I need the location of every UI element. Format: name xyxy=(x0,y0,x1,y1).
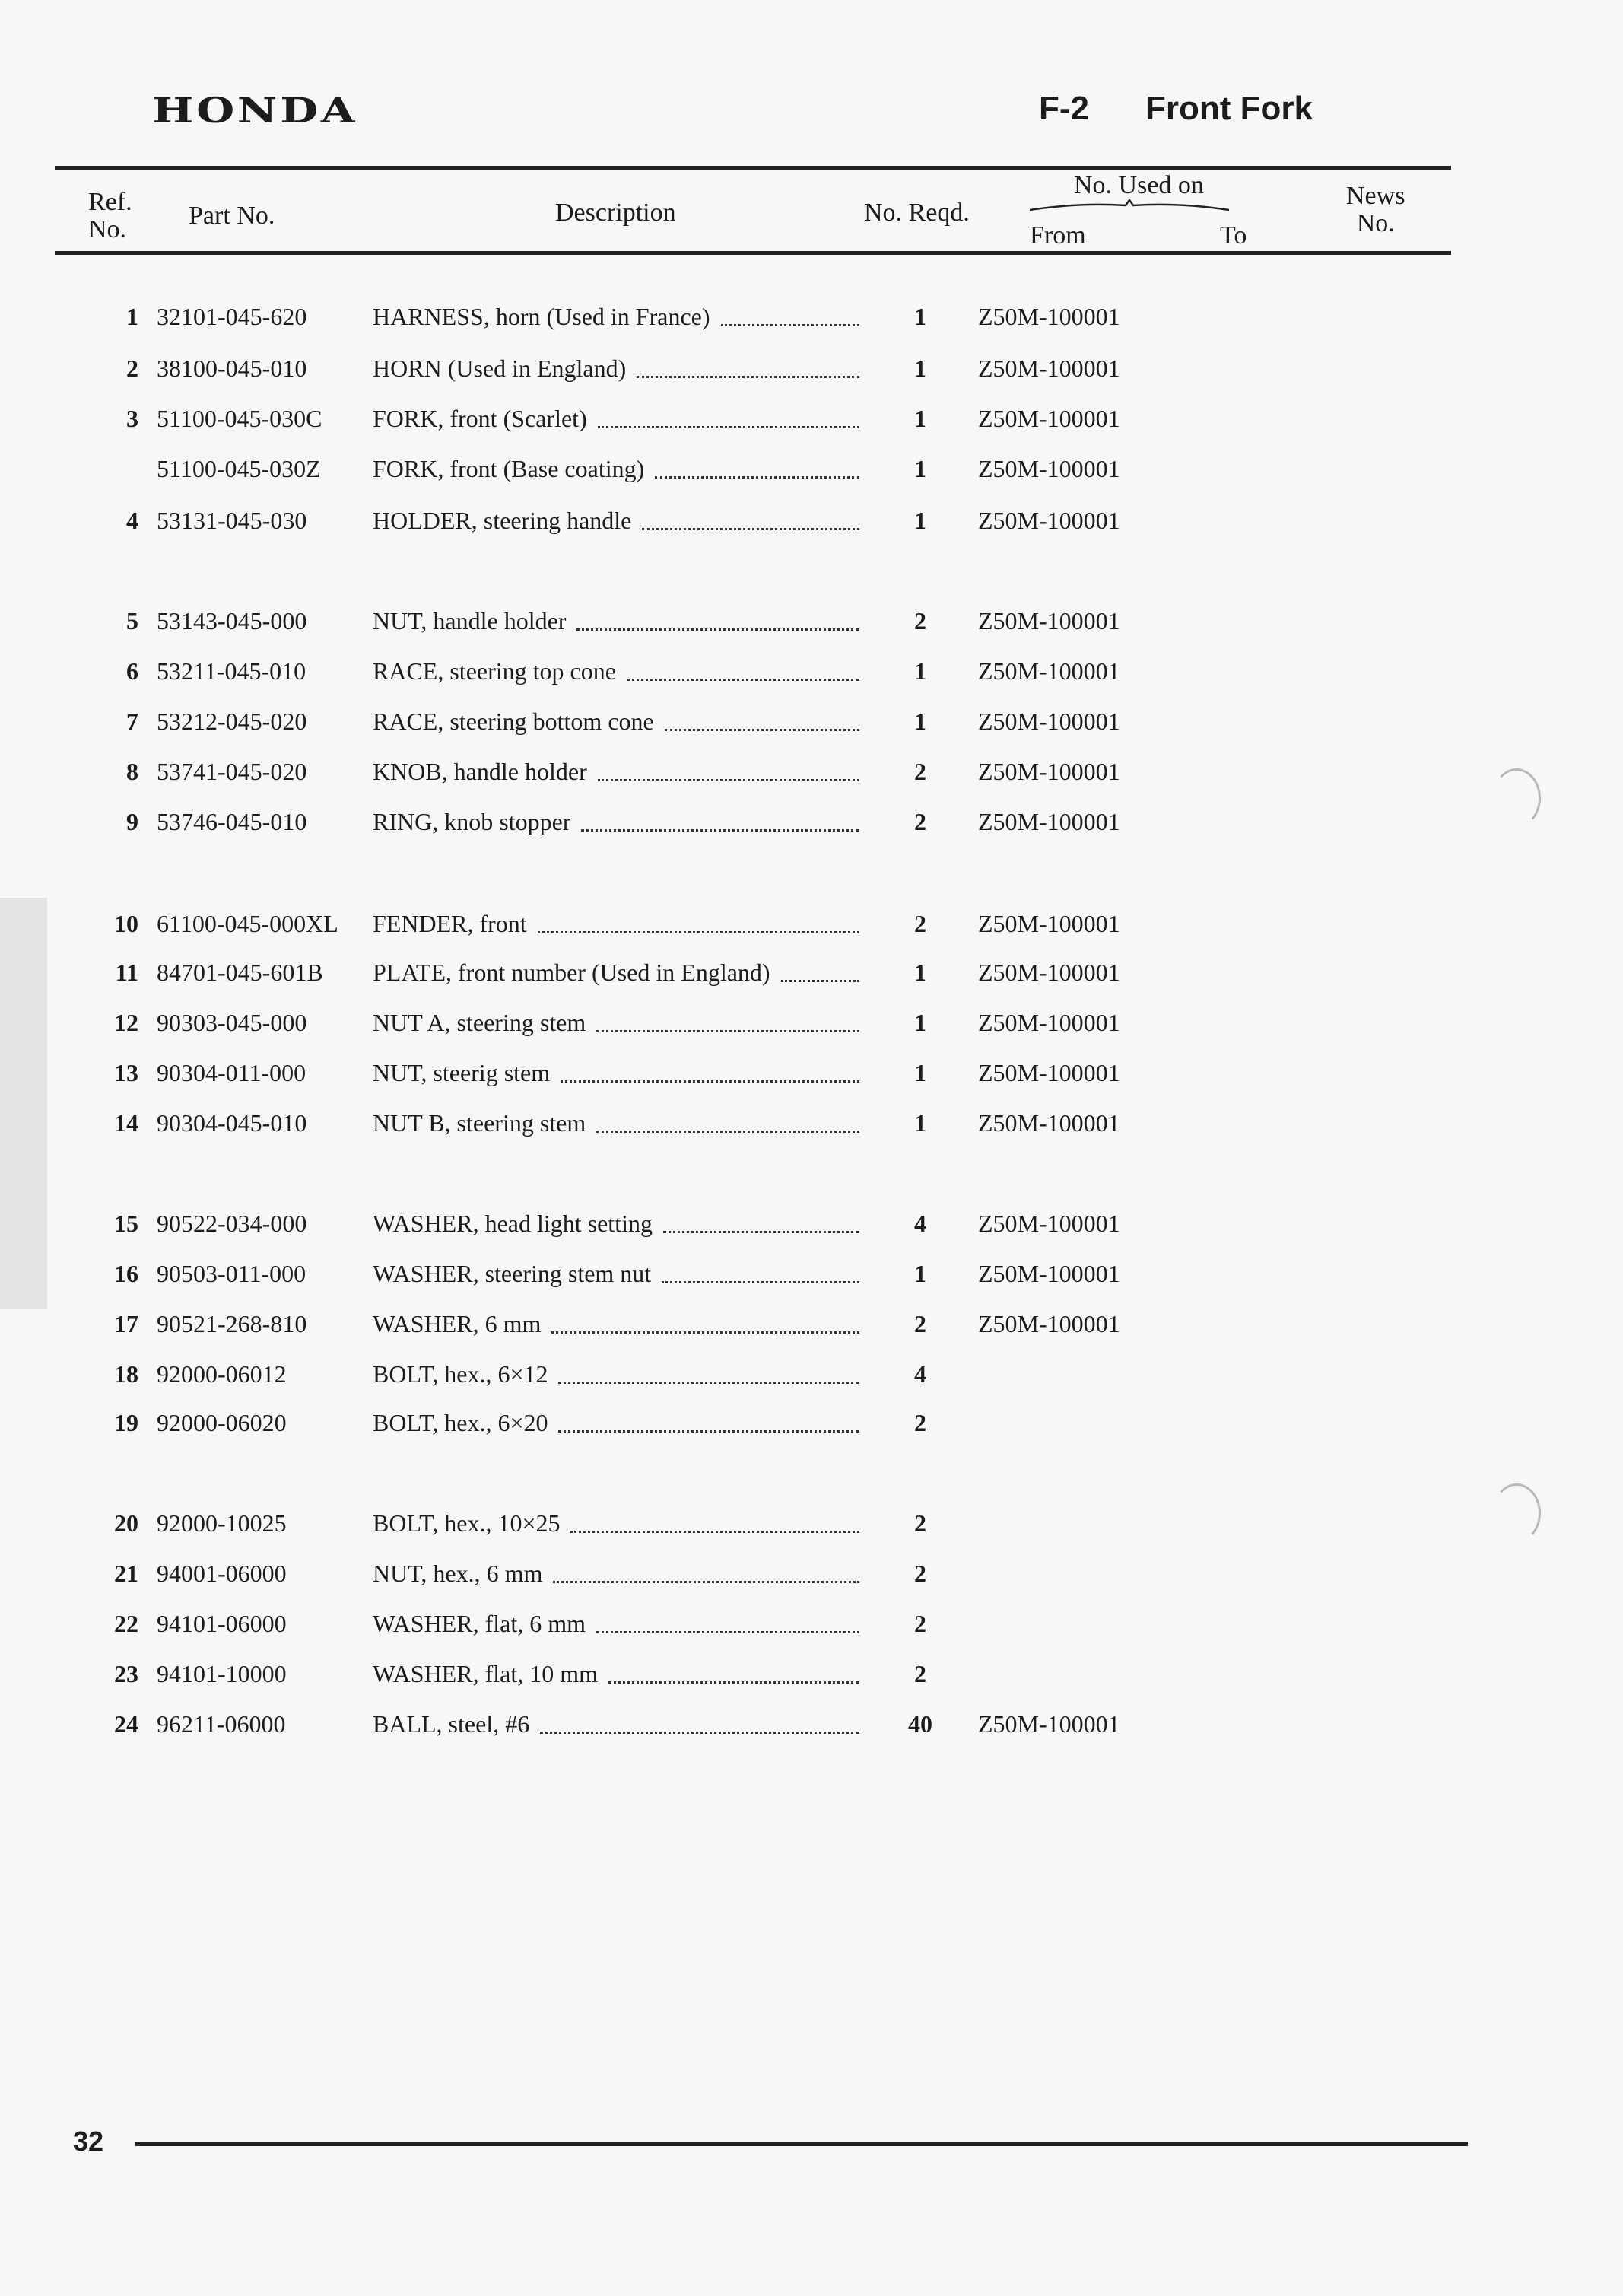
part-number: 53212-045-020 xyxy=(157,708,307,735)
used-on-brace xyxy=(1027,198,1232,213)
ref-no: 6 xyxy=(126,657,138,685)
quantity-required: 1 xyxy=(914,1059,926,1086)
ref-no: 12 xyxy=(114,1009,138,1036)
part-number: 51100-045-030Z xyxy=(157,455,321,482)
description: BOLT, hex., 10×25 xyxy=(373,1509,561,1537)
ref-no: 1 xyxy=(126,303,138,330)
ref-no: 7 xyxy=(126,708,138,735)
part-number: 94001-06000 xyxy=(157,1560,287,1587)
quantity-required: 1 xyxy=(914,708,926,735)
description: HARNESS, horn (Used in France) xyxy=(373,303,710,330)
dot-leader xyxy=(608,1681,859,1684)
part-number: 94101-06000 xyxy=(157,1610,287,1637)
dot-leader xyxy=(642,528,859,530)
quantity-required: 2 xyxy=(914,1610,926,1637)
description: BALL, steel, #6 xyxy=(373,1710,530,1738)
dot-leader xyxy=(570,1531,859,1533)
description: BOLT, hex., 6×12 xyxy=(373,1360,548,1388)
table-header-rule xyxy=(55,251,1451,255)
used-from: Z50M-100001 xyxy=(978,607,1120,634)
quantity-required: 1 xyxy=(914,507,926,534)
description: WASHER, 6 mm xyxy=(373,1310,542,1337)
part-number: 90303-045-000 xyxy=(157,1009,307,1036)
description: WASHER, steering stem nut xyxy=(373,1260,652,1287)
quantity-required: 4 xyxy=(914,1210,926,1237)
quantity-required: 4 xyxy=(914,1360,926,1388)
description: NUT, steerig stem xyxy=(373,1059,551,1086)
ref-no: 21 xyxy=(114,1560,138,1587)
dot-leader xyxy=(553,1581,859,1583)
dot-leader xyxy=(665,729,859,731)
brand-logo: HONDA xyxy=(152,90,358,131)
part-number: 84701-045-601B xyxy=(157,959,323,986)
description: BOLT, hex., 6×20 xyxy=(373,1409,548,1436)
ref-no: 17 xyxy=(114,1310,138,1337)
part-number: 53131-045-030 xyxy=(157,507,307,534)
part-number: 90304-011-000 xyxy=(157,1059,306,1086)
page-number: 32 xyxy=(73,2126,104,2157)
dot-leader xyxy=(576,628,859,631)
used-from: Z50M-100001 xyxy=(978,1109,1120,1137)
dot-leader xyxy=(581,829,859,832)
description: KNOB, handle holder xyxy=(373,758,587,785)
ref-no: 8 xyxy=(126,758,138,785)
dot-leader xyxy=(558,1382,859,1384)
used-from: Z50M-100001 xyxy=(978,910,1120,937)
quantity-required: 2 xyxy=(914,1660,926,1687)
description: RING, knob stopper xyxy=(373,808,571,835)
used-from: Z50M-100001 xyxy=(978,507,1120,534)
section-code: F-2 xyxy=(1039,90,1089,127)
dot-leader xyxy=(781,980,859,982)
quantity-required: 1 xyxy=(914,959,926,986)
col-header-part-no: Part No. xyxy=(189,202,275,230)
description: PLATE, front number (Used in England) xyxy=(373,959,770,986)
dot-leader xyxy=(558,1430,859,1433)
col-header-used-on: No. Used on xyxy=(1074,171,1204,199)
footer-rule xyxy=(135,2142,1468,2146)
quantity-required: 2 xyxy=(914,1509,926,1537)
dot-leader xyxy=(598,779,859,781)
dot-leader xyxy=(538,931,859,933)
quantity-required: 2 xyxy=(914,607,926,634)
quantity-required: 2 xyxy=(914,1409,926,1436)
quantity-required: 2 xyxy=(914,758,926,785)
part-number: 94101-10000 xyxy=(157,1660,287,1687)
part-number: 53143-045-000 xyxy=(157,607,307,634)
part-number: 53741-045-020 xyxy=(157,758,307,785)
used-from: Z50M-100001 xyxy=(978,657,1120,685)
ref-no: 18 xyxy=(114,1360,138,1388)
used-from: Z50M-100001 xyxy=(978,405,1120,432)
quantity-required: 1 xyxy=(914,455,926,482)
ref-no: 15 xyxy=(114,1210,138,1237)
col-header-ref: Ref. No. xyxy=(88,188,132,243)
ref-no: 13 xyxy=(114,1059,138,1086)
ref-no: 2 xyxy=(126,355,138,382)
punch-hole-mark xyxy=(1492,1483,1541,1543)
part-number: 61100-045-000XL xyxy=(157,910,338,937)
dot-leader xyxy=(596,1631,859,1633)
quantity-required: 2 xyxy=(914,1310,926,1337)
dot-leader xyxy=(662,1281,859,1283)
ref-no: 10 xyxy=(114,910,138,937)
part-number: 96211-06000 xyxy=(157,1710,286,1738)
ref-no: 16 xyxy=(114,1260,138,1287)
description: WASHER, flat, 6 mm xyxy=(373,1610,586,1637)
part-number: 90503-011-000 xyxy=(157,1260,306,1287)
dot-leader xyxy=(598,426,859,428)
used-from: Z50M-100001 xyxy=(978,708,1120,735)
ref-no: 11 xyxy=(115,959,138,986)
ref-no: 24 xyxy=(114,1710,138,1738)
description: NUT A, steering stem xyxy=(373,1009,586,1036)
dot-leader xyxy=(561,1080,859,1083)
used-from: Z50M-100001 xyxy=(978,758,1120,785)
quantity-required: 1 xyxy=(914,405,926,432)
used-from: Z50M-100001 xyxy=(978,355,1120,382)
section-title: Front Fork xyxy=(1145,90,1313,127)
table-top-rule xyxy=(55,166,1451,170)
part-number: 53746-045-010 xyxy=(157,808,307,835)
description: NUT, handle holder xyxy=(373,607,567,634)
description: HOLDER, steering handle xyxy=(373,507,632,534)
used-from: Z50M-100001 xyxy=(978,1310,1120,1337)
description: NUT, hex., 6 mm xyxy=(373,1560,543,1587)
ref-no: 5 xyxy=(126,607,138,634)
part-number: 90522-034-000 xyxy=(157,1210,307,1237)
col-header-news: News No. xyxy=(1346,182,1405,237)
description: FENDER, front xyxy=(373,910,527,937)
part-number: 51100-045-030C xyxy=(157,405,322,432)
part-number: 92000-06020 xyxy=(157,1409,287,1436)
description: WASHER, flat, 10 mm xyxy=(373,1660,598,1687)
description: FORK, front (Base coating) xyxy=(373,455,645,482)
used-from: Z50M-100001 xyxy=(978,1009,1120,1036)
description: WASHER, head light setting xyxy=(373,1210,653,1237)
part-number: 38100-045-010 xyxy=(157,355,307,382)
dot-leader xyxy=(627,679,859,681)
quantity-required: 1 xyxy=(914,355,926,382)
dot-leader xyxy=(721,324,859,326)
quantity-required: 2 xyxy=(914,1560,926,1587)
description: NUT B, steering stem xyxy=(373,1109,586,1137)
used-from: Z50M-100001 xyxy=(978,1210,1120,1237)
col-header-no-reqd: No. Reqd. xyxy=(864,199,970,227)
part-number: 53211-045-010 xyxy=(157,657,306,685)
part-number: 32101-045-620 xyxy=(157,303,307,330)
dot-leader xyxy=(596,1131,859,1133)
description: FORK, front (Scarlet) xyxy=(373,405,587,432)
quantity-required: 40 xyxy=(908,1710,932,1738)
description: RACE, steering top cone xyxy=(373,657,616,685)
part-number: 92000-06012 xyxy=(157,1360,287,1388)
quantity-required: 1 xyxy=(914,1009,926,1036)
punch-hole-mark xyxy=(1492,768,1541,828)
ref-no: 3 xyxy=(126,405,138,432)
used-from: Z50M-100001 xyxy=(978,1710,1120,1738)
dot-leader xyxy=(540,1732,859,1734)
part-number: 90521-268-810 xyxy=(157,1310,307,1337)
quantity-required: 1 xyxy=(914,303,926,330)
ref-no: 9 xyxy=(126,808,138,835)
ref-no: 4 xyxy=(126,507,138,534)
ref-no: 22 xyxy=(114,1610,138,1637)
used-from: Z50M-100001 xyxy=(978,959,1120,986)
quantity-required: 1 xyxy=(914,1260,926,1287)
part-number: 92000-10025 xyxy=(157,1509,287,1537)
description: HORN (Used in England) xyxy=(373,355,627,382)
used-from: Z50M-100001 xyxy=(978,303,1120,330)
ref-no: 14 xyxy=(114,1109,138,1137)
dot-leader xyxy=(551,1331,859,1334)
col-header-description: Description xyxy=(555,199,676,227)
dot-leader xyxy=(637,376,859,378)
ref-no: 19 xyxy=(114,1409,138,1436)
dot-leader xyxy=(596,1030,859,1032)
part-number: 90304-045-010 xyxy=(157,1109,307,1137)
used-from: Z50M-100001 xyxy=(978,1059,1120,1086)
quantity-required: 2 xyxy=(914,910,926,937)
used-from: Z50M-100001 xyxy=(978,808,1120,835)
dot-leader xyxy=(655,476,859,479)
dot-leader xyxy=(663,1231,859,1233)
quantity-required: 2 xyxy=(914,808,926,835)
description: RACE, steering bottom cone xyxy=(373,708,654,735)
binding-strip xyxy=(0,898,47,1309)
used-from: Z50M-100001 xyxy=(978,455,1120,482)
ref-no: 20 xyxy=(114,1509,138,1537)
used-from: Z50M-100001 xyxy=(978,1260,1120,1287)
ref-no: 23 xyxy=(114,1660,138,1687)
quantity-required: 1 xyxy=(914,657,926,685)
col-header-from: From xyxy=(1030,221,1086,250)
quantity-required: 1 xyxy=(914,1109,926,1137)
col-header-to: To xyxy=(1220,221,1247,250)
